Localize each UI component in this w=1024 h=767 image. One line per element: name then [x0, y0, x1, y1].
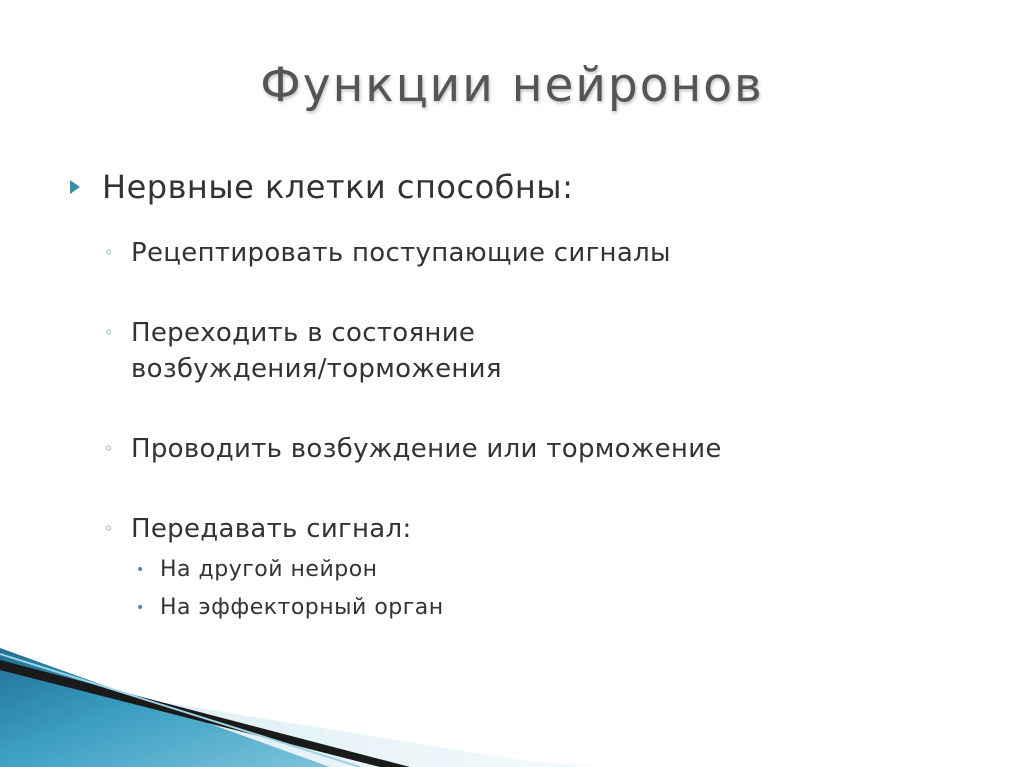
- sub-bullet-transition: [104, 315, 970, 387]
- sub-sub-bullet-effector: [132, 589, 970, 627]
- sub-bullet-text: Проводить возбуждение или торможение: [131, 434, 722, 464]
- slide-content: [70, 165, 970, 627]
- sub-sub-bullet-text: На эффекторный орган: [160, 595, 444, 620]
- sub-sub-bullet-neuron: [132, 551, 970, 589]
- dot-icon: •: [136, 600, 145, 616]
- sub-bullet-text: Передавать сигнал:: [131, 514, 412, 544]
- sub-bullet-line: возбуждения/торможения: [131, 354, 502, 384]
- triangle-right-icon: [70, 165, 102, 209]
- sub-bullet-transmit: [104, 511, 970, 547]
- circle-outline-icon: ◦: [104, 243, 114, 262]
- circle-outline-icon: ◦: [104, 323, 114, 342]
- circle-outline-icon: ◦: [104, 439, 114, 458]
- main-bullet-text: Нервные клетки способны:: [102, 168, 574, 206]
- sub-bullet-text: [131, 315, 502, 387]
- sub-bullet-list: [70, 235, 970, 627]
- sub-bullet-line: Переходить в состояние: [131, 318, 476, 348]
- sub-sub-bullet-list: [104, 551, 970, 627]
- sub-bullet-text: Рецептировать поступающие сигналы: [131, 238, 671, 268]
- main-bullet: [70, 165, 970, 209]
- circle-outline-icon: ◦: [104, 519, 114, 538]
- dot-icon: •: [136, 562, 145, 578]
- wave-decoration: [0, 640, 1024, 767]
- sub-bullet-conduct: [104, 431, 970, 467]
- sub-sub-bullet-text: На другой нейрон: [160, 557, 378, 582]
- sub-bullet-receive: [104, 235, 970, 271]
- slide-title: Функции нейронов: [260, 58, 764, 113]
